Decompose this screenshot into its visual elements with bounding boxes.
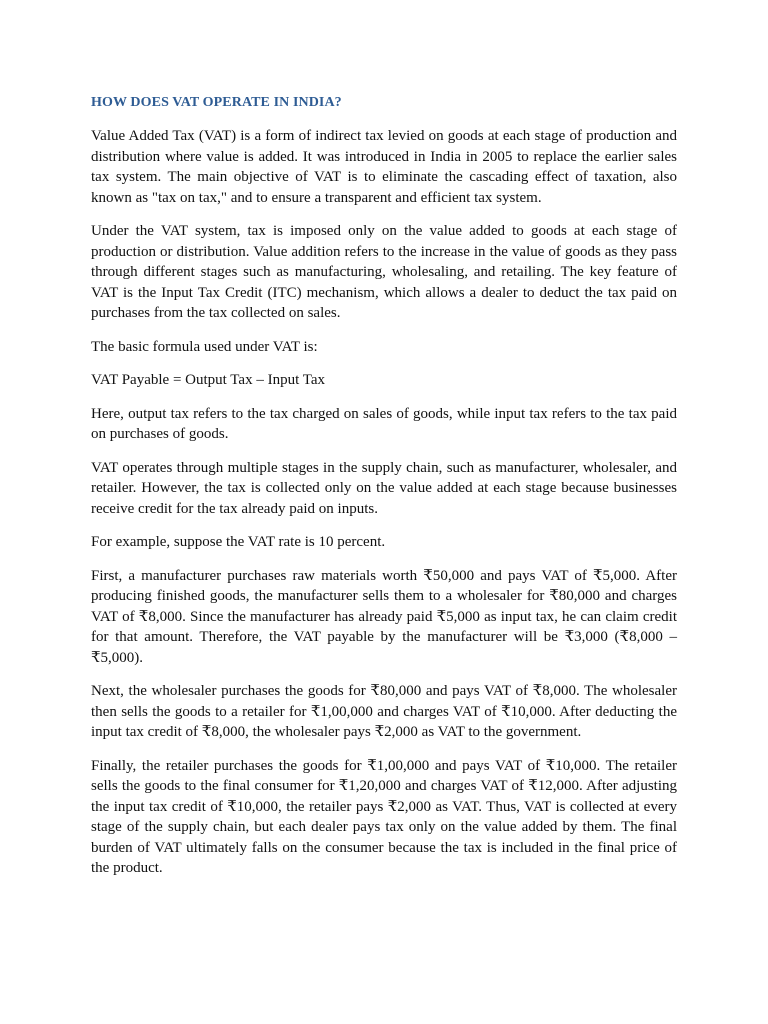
paragraph-output-input-tax: Here, output tax refers to the tax charged on sales of goods, while input tax refers to the tax paid on purchases of goods. (91, 405, 677, 442)
paragraph-vat-definition: Value Added Tax (VAT) is a form of indirect tax levied on goods at each stage of production and distribution where value is added. It was introduced in India in 2005 to replace the earlier sales tax system. The main objective of VAT is to eliminate the cascading effect of taxation, also known as "tax on tax," and to ensure a transparent and efficient tax system. (91, 128, 677, 206)
document-page (91, 93, 677, 892)
document-heading: HOW DOES VAT OPERATE IN INDIA? (91, 95, 342, 110)
paragraph-wholesaler: Next, the wholesaler purchases the goods for ₹80,000 and pays VAT of ₹8,000. The wholesaler then sells the goods to a retailer for ₹1,00,000 and charges VAT of ₹10,000. After deducting the input tax credit of ₹8,000, the wholesaler pays ₹2,000 as VAT to the government. (91, 683, 677, 740)
paragraph-example-rate: For example, suppose the VAT rate is 10 percent. (91, 534, 386, 550)
paragraph-retailer: Finally, the retailer purchases the goods for ₹1,00,000 and pays VAT of ₹10,000. The retailer sells the goods to the final consumer for ₹1,20,000 and charges VAT of ₹12,000. After adjusting the input tax credit of ₹10,000, the retailer pays ₹2,000 as VAT. Thus, VAT is collected at every stage of the supply chain, but each dealer pays tax only on the value added by them. The final burden of VAT ultimately falls on the consumer because the tax is included in the final price of the product. (91, 757, 677, 876)
paragraph-formula-intro: The basic formula used under VAT is: (91, 338, 318, 355)
paragraph-vat-system: Under the VAT system, tax is imposed only on the value added to goods at each stage of production or distribution. Value addition refers to the increase in the value of goods as they pass through different stages such as manufacturing, wholesaling, and retailing. The key feature of VAT is the Input Tax Credit (ITC) mechanism, which allows a dealer to deduct the tax paid on purchases from the tax collected on sales. (91, 223, 677, 321)
paragraph-manufacturer: First, a manufacturer purchases raw materials worth ₹50,000 and pays VAT of ₹5,000. After producing finished goods, the manufacturer sells them to a wholesaler for ₹80,000 and charges VAT of ₹8,000. Since the manufacturer has already paid ₹5,000 as input tax, he can claim credit for that amount. Therefore, the VAT payable by the manufacturer will be ₹3,000 (₹8,000 – ₹5,000). (91, 567, 677, 666)
paragraph-supply-chain: VAT operates through multiple stages in the supply chain, such as manufacturer, wholesaler, and retailer. However, the tax is collected only on the value added at each stage because businesses receive credit for the tax already paid on inputs. (91, 459, 677, 517)
paragraph-formula: VAT Payable = Output Tax – Input Tax (91, 372, 325, 388)
